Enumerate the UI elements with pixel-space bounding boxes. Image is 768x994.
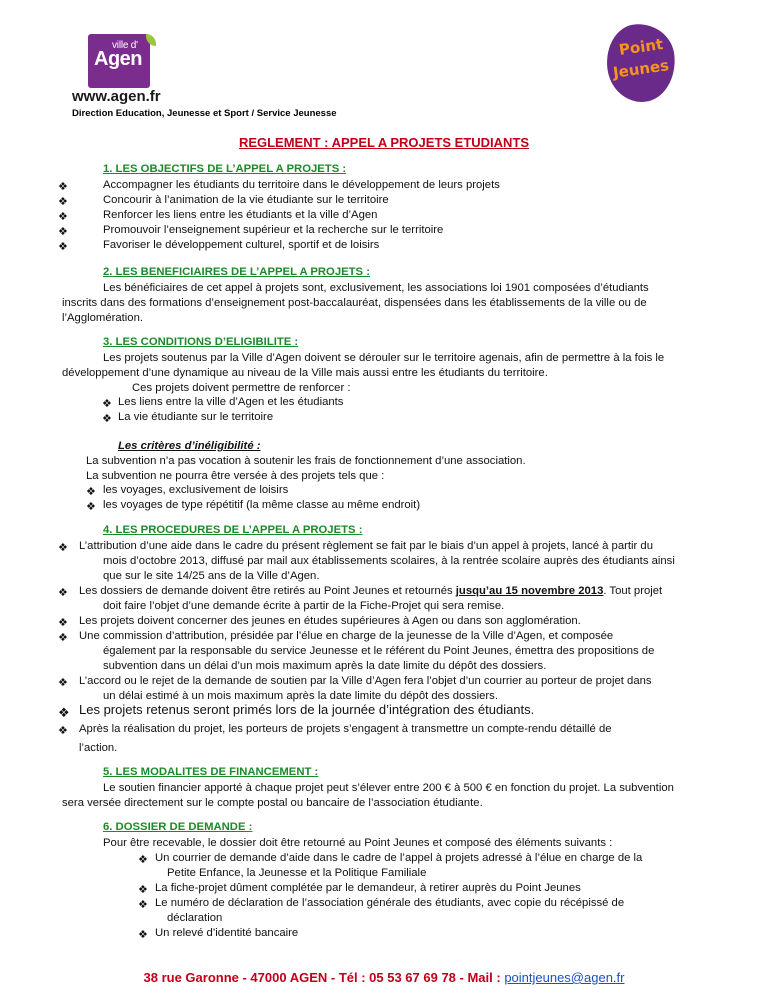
section-4-heading: 4. LES PROCEDURES DE L’APPEL A PROJETS : — [103, 524, 363, 536]
s3-line-1: Les projets soutenus par la Ville d’Agen doivent se dérouler sur le territoire agenais, afin de permettre à la fois le — [103, 352, 665, 364]
bullet-icon: ❖ — [58, 226, 68, 238]
section-3-heading: 3. LES CONDITIONS D’ELIGIBILITE : — [103, 336, 299, 348]
footer-contact — [0, 970, 768, 985]
bullet-icon: ❖ — [138, 884, 148, 896]
s6-item-2: La fiche-projet dûment complétée par le demandeur, à retirer auprès du Point Jeunes — [155, 882, 581, 894]
bullet-icon: ❖ — [58, 181, 68, 193]
s3-item-1: Les liens entre la ville d’Agen et les étudiants — [118, 396, 344, 408]
bullet-icon: ❖ — [86, 501, 96, 513]
s4-b4-line-1: Une commission d’attribution, présidée par l’élue en charge de la jeunesse de la Ville d’Agen, et composée — [79, 630, 614, 642]
bullet-icon: ❖ — [58, 617, 68, 629]
s6-item-1-line-2: Petite Enfance, la Jeunesse et la Politique Familiale — [167, 867, 427, 879]
s4-b7-line-2: l’action. — [79, 742, 118, 754]
s6-item-1-line-1: Un courrier de demande d’aide dans le cadre de l’appel à projets adressé à l’élue en charge de la — [155, 852, 643, 864]
s2-line-3: l’Agglomération. — [62, 312, 144, 324]
s4-b2-line-2: doit faire l’objet d’une demande écrite à partir de la Fiche-Projet qui sera remise. — [103, 600, 505, 612]
s4-b5-line-1: L’accord ou le rejet de la demande de soutien par la Ville d’Agen fera l’objet d’un courrier au porteur de projet dans — [79, 675, 652, 687]
bullet-icon: ❖ — [58, 241, 68, 253]
s4-b1-line-2: mois d’octobre 2013, diffusé par mail aux établissements scolaires, à la rentrée scolaire auprès des étudiants ainsi — [103, 555, 675, 567]
ineligibility-item-1: les voyages, exclusivement de loisirs — [103, 484, 289, 496]
s4-b2-text-a: Les dossiers de demande doivent être retirés au Point Jeunes et retournés — [79, 585, 456, 597]
bullet-icon: ❖ — [102, 398, 112, 410]
logo-pj-line1: Point — [617, 35, 665, 59]
s4-b4-line-3: subvention dans un délai d’un mois maximum après la date limite du dépôt des dossiers. — [103, 660, 547, 672]
department-name: Direction Education, Jeunesse et Sport / Service Jeunesse — [72, 108, 337, 119]
ineligibility-heading: Les critères d’inéligibilité : — [118, 440, 261, 452]
s6-item-4: Un relevé d’identité bancaire — [155, 927, 299, 939]
bullet-icon: ❖ — [58, 196, 68, 208]
s6-item-3-line-1: Le numéro de déclaration de l’association générale des étudiants, avec copie du récépissé de — [155, 897, 625, 909]
section-6-heading: 6. DOSSIER DE DEMANDE : — [103, 821, 253, 833]
s4-b4-line-2: également par la responsable du service Jeunesse et le référent du Point Jeunes, émettra des propositions de — [103, 645, 655, 657]
s6-item-3-line-2: déclaration — [167, 912, 223, 924]
bullet-icon: ❖ — [138, 929, 148, 941]
s1-item-4: Promouvoir l’enseignement supérieur et la recherche sur le territoire — [103, 224, 444, 236]
point-jeunes-logo — [607, 24, 675, 102]
logo-pj-line2: Jeunes — [611, 56, 671, 82]
s5-line-1: Le soutien financier apporté à chaque projet peut s’élever entre 200 € à 500 € en fonction du projet. La subvention — [103, 782, 674, 794]
bullet-icon: ❖ — [58, 725, 68, 737]
s4-b2-line-1 — [79, 584, 662, 599]
ineligibility-line-1: La subvention n’a pas vocation à soutenir les frais de fonctionnement d’une association. — [86, 455, 526, 467]
bullet-icon: ❖ — [58, 542, 68, 554]
s3-line-2: développement d’une dynamique au niveau de la Ville mais aussi entre les étudiants du territoire. — [62, 367, 548, 379]
s1-item-3: Renforcer les liens entre les étudiants et la ville d’Agen — [103, 209, 378, 221]
bullet-icon: ❖ — [138, 854, 148, 866]
footer-email-link[interactable]: pointjeunes@agen.fr — [504, 970, 625, 985]
bullet-icon: ❖ — [58, 705, 70, 720]
s4-b6: Les projets retenus seront primés lors de la journée d’intégration des étudiants. — [79, 702, 535, 717]
s4-b5-line-2: un délai estimé à un mois maximum après la date limite du dépôt des dossiers. — [103, 690, 498, 702]
section-1-heading: 1. LES OBJECTIFS DE L’APPEL A PROJETS : — [103, 163, 347, 175]
s4-b2-text-c: . Tout projet — [603, 585, 663, 597]
s5-line-2: sera versée directement sur le compte postal ou bancaire de l’association étudiante. — [62, 797, 483, 809]
section-2-heading: 2. LES BENEFICIAIRES DE L’APPEL A PROJETS : — [103, 266, 370, 278]
ville-agen-logo — [88, 34, 150, 88]
bullet-icon: ❖ — [102, 413, 112, 425]
leaf-icon — [146, 34, 156, 46]
ineligibility-item-2: les voyages de type répétitif (la même classe au même endroit) — [103, 499, 421, 511]
logo-agen-big-text: Agen — [94, 48, 142, 70]
s4-b1-line-1: L’attribution d’une aide dans le cadre du présent règlement se fait par le biais d’un appel à projets, lancé à partir du — [79, 540, 653, 552]
s4-b3: Les projets doivent concerner des jeunes en études supérieures à Agen ou dans son agglomération. — [79, 615, 581, 627]
deadline-date: jusqu’au 15 novembre 2013 — [455, 585, 604, 597]
s1-item-5: Favoriser le développement culturel, sportif et de loisirs — [103, 239, 380, 251]
bullet-icon: ❖ — [58, 211, 68, 223]
page-title — [0, 135, 768, 150]
bullet-icon: ❖ — [58, 587, 68, 599]
s2-line-1: Les bénéficiaires de cet appel à projets sont, exclusivement, les associations loi 1901 composées d’étudiants — [103, 282, 649, 294]
website-url: www.agen.fr — [72, 88, 161, 105]
s4-b7-line-1: Après la réalisation du projet, les porteurs de projets s’engagent à transmettre un compte-rendu détaillé de — [79, 723, 612, 735]
logo-agen-small-text: ville d' — [112, 40, 138, 51]
bullet-icon: ❖ — [58, 632, 68, 644]
bullet-icon: ❖ — [138, 899, 148, 911]
ineligibility-line-2: La subvention ne pourra être versée à des projets tels que : — [86, 470, 385, 482]
s1-item-1: Accompagner les étudiants du territoire dans le développement de leurs projets — [103, 179, 500, 191]
section-5-heading: 5. LES MODALITES DE FINANCEMENT : — [103, 766, 319, 778]
bullet-icon: ❖ — [86, 486, 96, 498]
title-text: REGLEMENT : APPEL A PROJETS ETUDIANTS — [238, 135, 530, 150]
s4-b1-line-3: que sur le site 14/25 ans de la Ville d’Agen. — [103, 570, 320, 582]
s1-item-2: Concourir à l’animation de la vie étudiante sur le territoire — [103, 194, 389, 206]
footer-address: 38 rue Garonne - 47000 AGEN - Tél : 05 53 67 69 78 - Mail : — [143, 970, 505, 985]
bullet-icon: ❖ — [58, 677, 68, 689]
s6-line-1: Pour être recevable, le dossier doit être retourné au Point Jeunes et composé des éléments suivants : — [103, 837, 613, 849]
s3-line-3: Ces projets doivent permettre de renforcer : — [132, 382, 351, 394]
s2-line-2: inscrits dans des formations d’enseignement post-baccalauréat, dispensées dans les établissements de la ville ou de — [62, 297, 647, 309]
s3-item-2: La vie étudiante sur le territoire — [118, 411, 274, 423]
